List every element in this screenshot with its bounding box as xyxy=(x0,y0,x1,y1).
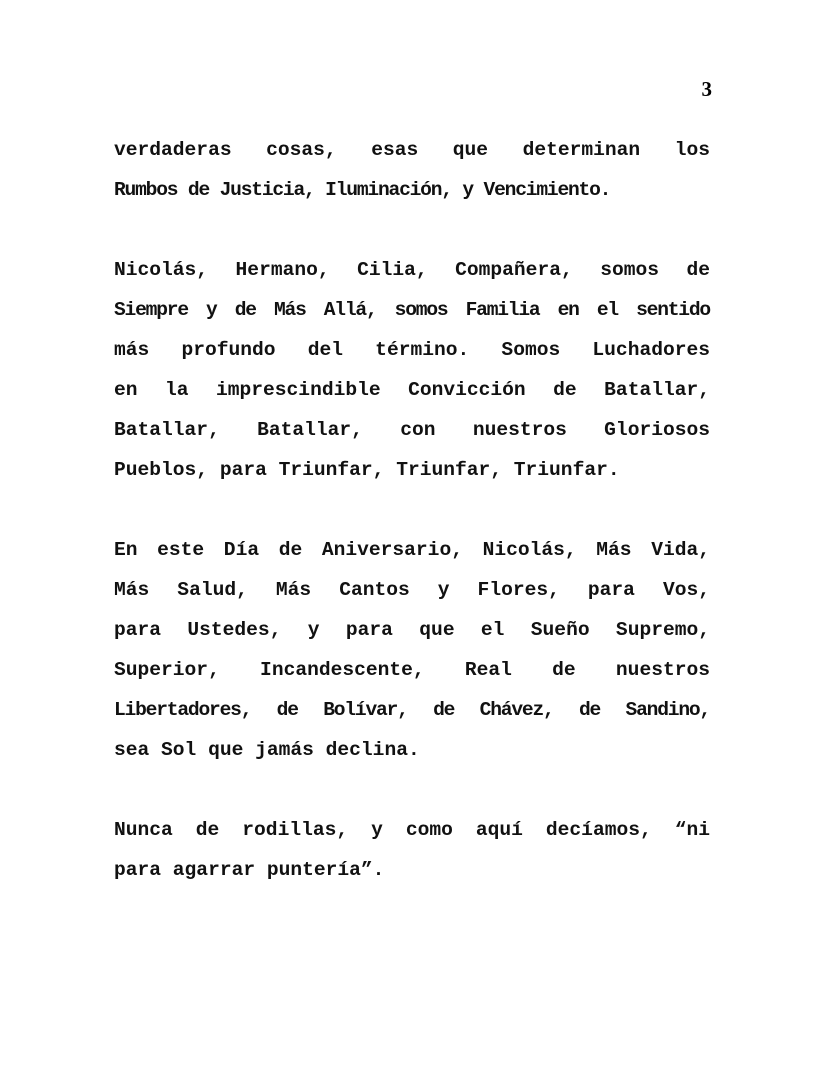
text-line: Nunca de rodillas, y como aquí decíamos, “ni xyxy=(114,819,710,841)
text-line: Rumbos de Justicia, Iluminación, y Vencimiento. xyxy=(114,179,611,201)
paragraph-2 xyxy=(114,250,710,490)
paragraph-1 xyxy=(114,130,710,210)
document-body xyxy=(114,130,710,930)
text-line: Superior, Incandescente, Real de nuestros xyxy=(114,659,710,681)
text-line: Nicolás, Hermano, Cilia, Compañera, somos de xyxy=(114,259,710,281)
text-line: más profundo del término. Somos Luchadores xyxy=(114,339,710,361)
text-line: Batallar, Batallar, con nuestros Gloriosos xyxy=(114,419,710,441)
text-line: en la imprescindible Convicción de Batallar, xyxy=(114,379,710,401)
text-line: Pueblos, para Triunfar, Triunfar, Triunfar. xyxy=(114,459,620,481)
text-line: sea Sol que jamás declina. xyxy=(114,739,420,761)
text-line: para agarrar puntería”. xyxy=(114,859,385,881)
paragraph-4 xyxy=(114,810,710,890)
text-line: En este Día de Aniversario, Nicolás, Más Vida, xyxy=(114,539,710,561)
text-line: Siempre y de Más Allá, somos Familia en el sentido xyxy=(114,299,710,321)
text-line: para Ustedes, y para que el Sueño Supremo, xyxy=(114,619,710,641)
paragraph-3 xyxy=(114,530,710,770)
text-line: Más Salud, Más Cantos y Flores, para Vos, xyxy=(114,579,710,601)
text-line: verdaderas cosas, esas que determinan los xyxy=(114,139,710,161)
text-line: Libertadores, de Bolívar, de Chávez, de Sandino, xyxy=(114,699,710,721)
page-number: 3 xyxy=(701,77,712,101)
